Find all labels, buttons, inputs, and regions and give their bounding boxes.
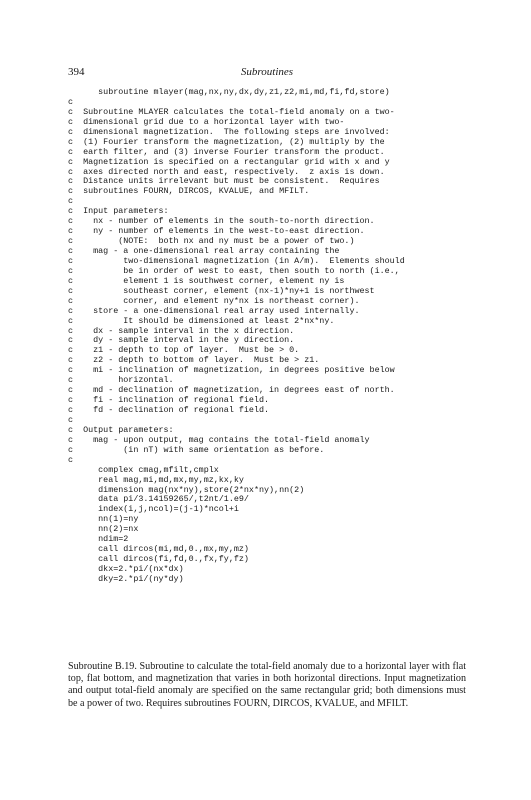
- code-line: dkx=2.*pi/(nx*dx): [68, 565, 184, 574]
- code-line: c earth filter, and (3) inverse Fourier transform the product.: [68, 147, 385, 157]
- code-line: real mag,mi,md,mx,my,mz,kx,ky: [68, 475, 244, 485]
- code-line: index(i,j,ncol)=(j-1)*ncol+i: [68, 505, 239, 515]
- code-line: c dimensional grid due to a horizontal layer with two-: [68, 117, 345, 127]
- code-line: c be in order of west to east, then south to north (i.e.,: [68, 266, 400, 276]
- code-line: c subroutines FOURN, DIRCOS, KVALUE, and MFILT.: [68, 187, 310, 197]
- code-line: c southeast corner, element (nx-1)*ny+1 is northwest: [68, 286, 375, 296]
- running-title: Subroutines: [240, 66, 294, 78]
- code-line: c mag - a one-dimensional real array containing the: [68, 247, 340, 256]
- code-line: c two-dimensional magnetization (in A/m). Elements should: [68, 256, 405, 266]
- code-line: c element 1 is southwest corner, element ny is: [68, 276, 345, 286]
- code-line: call dircos(fi,fd,0.,fx,fy,fz): [68, 555, 249, 565]
- code-line: c dimensional magnetization. The following steps are involved:: [68, 127, 390, 137]
- code-line: dimension mag(nx*ny),store(2*nx*ny),nn(2): [68, 485, 305, 495]
- code-line: c nx - number of elements in the south-to-north direction.: [68, 217, 375, 227]
- fortran-code-listing: [68, 88, 468, 585]
- code-line: c axes directed north and east, respectively. z axis is down.: [68, 167, 385, 177]
- code-line: data pi/3.14159265/,t2nt/1.e9/: [68, 495, 249, 505]
- code-line: c horizontal.: [68, 376, 174, 386]
- code-line: c ny - number of elements in the west-to-east direction.: [68, 227, 365, 237]
- code-line: c Input parameters:: [68, 207, 169, 217]
- code-line: c Distance units irrelevant but must be consistent. Requires: [68, 177, 380, 187]
- code-line: c: [68, 415, 74, 425]
- code-line: c: [68, 197, 74, 207]
- code-line: call dircos(mi,md,0.,mx,my,mz): [68, 545, 249, 555]
- code-line: c md - declination of magnetization, in degrees east of north.: [68, 386, 395, 396]
- code-line: c mi - inclination of magnetization, in degrees positive below: [68, 366, 395, 376]
- code-line: complex cmag,mfilt,cmplx: [68, 465, 219, 475]
- code-line: c: [68, 455, 74, 465]
- code-line: ndim=2: [68, 535, 129, 545]
- code-line: c Output parameters:: [68, 425, 174, 435]
- code-line: c z2 - depth to bottom of layer. Must be > z1.: [68, 356, 320, 366]
- code-line: c (NOTE: both nx and ny must be a power of two.): [68, 237, 355, 247]
- code-line: c Magnetization is specified on a rectangular grid with x and y: [68, 157, 390, 167]
- code-line: c: [68, 97, 74, 107]
- code-line: c mag - upon output, mag contains the total-field anomaly: [68, 435, 370, 445]
- code-line: c dx - sample interval in the x direction.: [68, 326, 295, 336]
- code-line: subroutine mlayer(mag,nx,ny,dx,dy,z1,z2,mi,md,fi,fd,store): [68, 88, 390, 97]
- running-header: [68, 66, 466, 82]
- code-line: c corner, and element ny*nx is northeast corner).: [68, 296, 360, 306]
- code-line: c z1 - depth to top of layer. Must be > 0.: [68, 346, 300, 356]
- code-line: nn(1)=ny: [68, 515, 139, 525]
- code-line: c fi - inclination of regional field.: [68, 396, 270, 406]
- code-line: c (in nT) with same orientation as before.: [68, 445, 325, 455]
- code-line: c It should be dimensioned at least 2*nx*ny.: [68, 316, 335, 326]
- code-line: c store - a one-dimensional real array used internally.: [68, 306, 360, 316]
- listing-caption: Subroutine B.19. Subroutine to calculate the total-field anomaly due to a horizontal layer with flat top, flat bottom, and magnetization that varies in both horizontal directions. Input magnetization and output total-field anomaly are specified on the same rectangular grid; both dimensions must be a power of two. Requires subroutines FOURN, DIRCOS, KVALUE, and MFILT.: [68, 661, 466, 709]
- code-line: c dy - sample interval in the y direction.: [68, 336, 295, 346]
- code-line: c (1) Fourier transform the magnetization, (2) multiply by the: [68, 137, 385, 147]
- code-line: c fd - declination of regional field.: [68, 406, 270, 415]
- page-number: 394: [68, 66, 85, 78]
- code-line: nn(2)=nx: [68, 525, 139, 535]
- code-line: c Subroutine MLAYER calculates the total-field anomaly on a two-: [68, 107, 395, 117]
- code-line: dky=2.*pi/(ny*dy): [68, 574, 184, 584]
